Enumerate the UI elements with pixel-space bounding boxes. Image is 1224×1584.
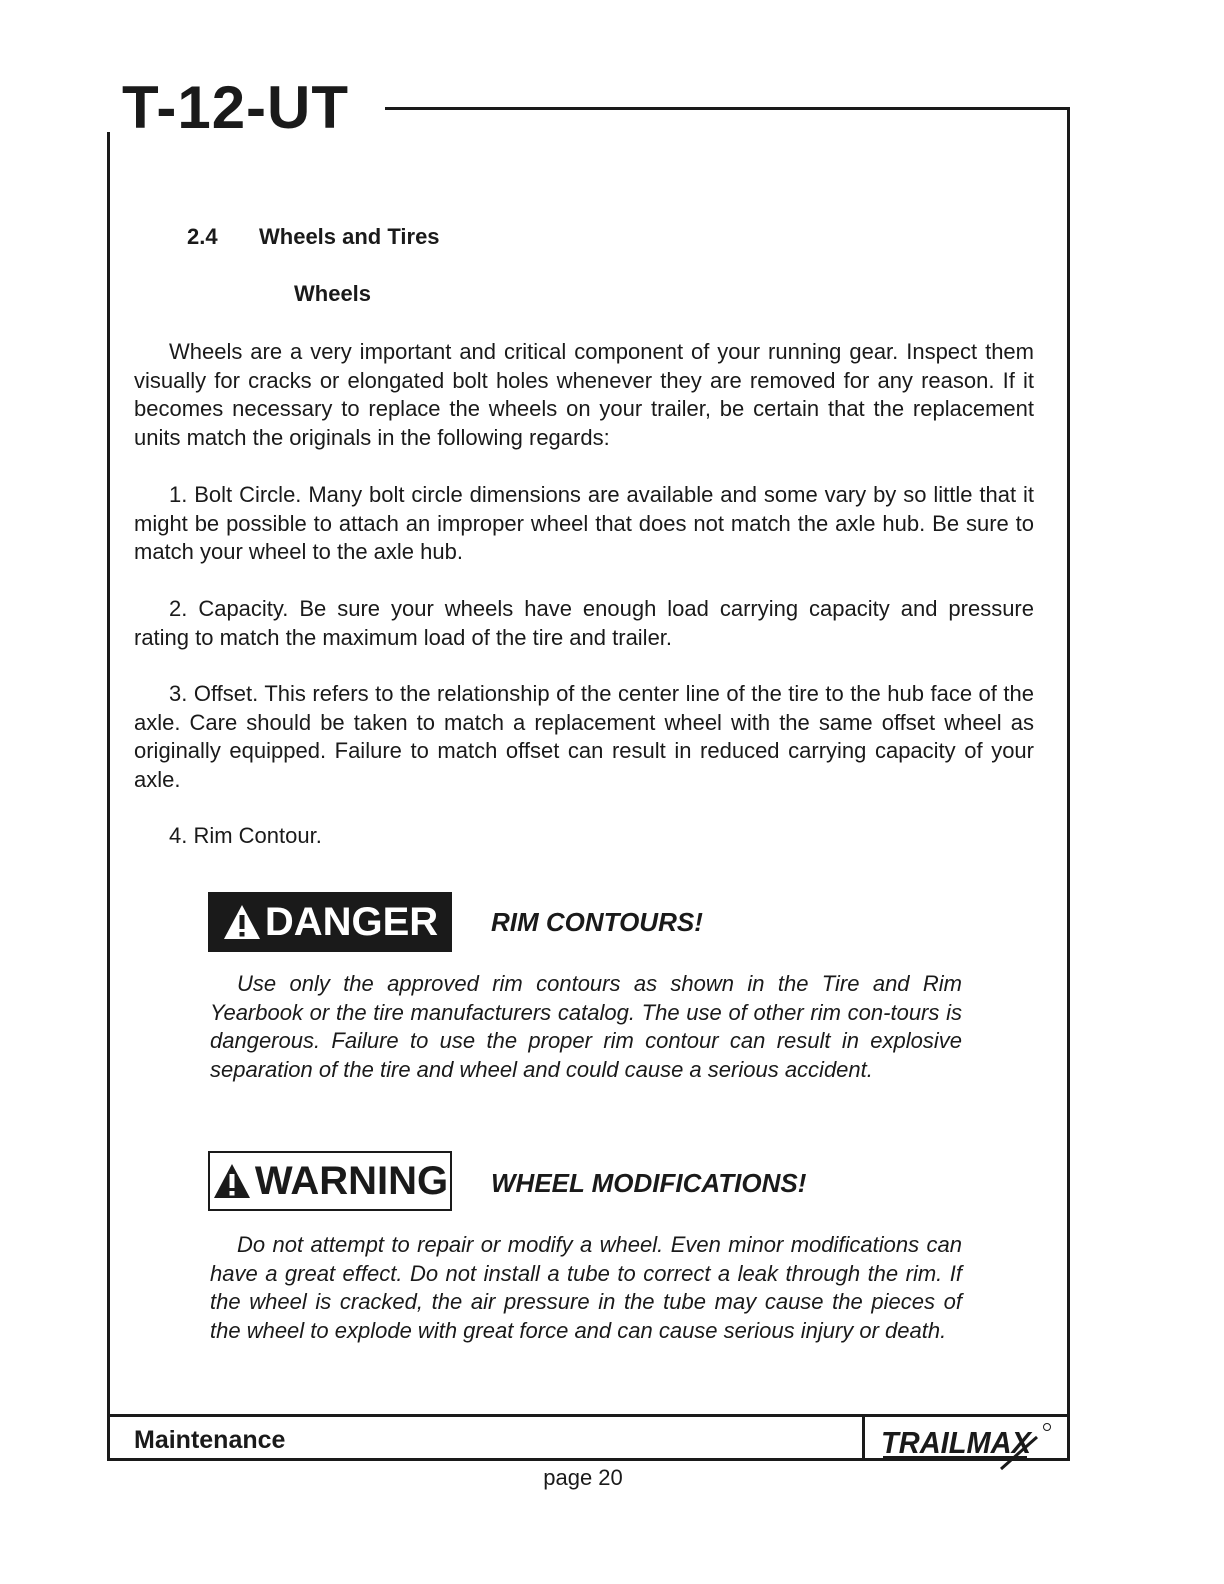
danger-badge [208, 892, 452, 952]
frame-left-rule [107, 132, 110, 1461]
danger-text: Use only the approved rim contours as shown in the Tire and Rim Yearbook or the tire manufacturers catalog. The use of other rim con-tours is dangerous. Failure to use the proper rim contour can result in explosive separation of the tire and wheel and could cause a serious accident. [210, 971, 962, 1082]
footer-top-rule [107, 1414, 1070, 1417]
warning-text: Do not attempt to repair or modify a wheel. Even minor modifications can have a great effect. Do not install a tube to correct a leak through the rim. If the wheel is cracked, the air pressure in the tube may cause the pieces of the wheel to explode with great force and can cause serious injury or death. [210, 1232, 962, 1343]
footer-section-label: Maintenance [134, 1426, 286, 1454]
alert-triangle-icon [212, 1162, 252, 1200]
warning-label: WARNING [254, 1158, 449, 1203]
frame-top-rule [385, 107, 1070, 110]
brand-wordmark: TRAILMAX [881, 1425, 1034, 1460]
bolt-circle-paragraph: 1. Bolt Circle. Many bolt circle dimensions are available and some vary by so little that it might be possible to attach an improper wheel that does not match the axle hub. Be sure to match your wheel to the axle hub. [134, 482, 1034, 565]
alert-triangle-icon [222, 903, 262, 941]
section-title: Wheels and Tires [259, 224, 440, 249]
rim-contour-paragraph: 4. Rim Contour. [169, 823, 322, 848]
warning-title: WHEEL MODIFICATIONS! [491, 1168, 807, 1198]
sub-heading: Wheels [294, 281, 372, 306]
frame-right-rule [1067, 107, 1070, 1461]
page-number: page 20 [543, 1465, 623, 1490]
offset-paragraph: 3. Offset. This refers to the relationship of the center line of the tire to the hub face of the axle. Care should be taken to match a replacement wheel with the same offset wheel as originally equipped. Failure to match offset can result in reduced carrying capacity of your axle. [134, 681, 1034, 792]
capacity-paragraph: 2. Capacity. Be sure your wheels have enough load carrying capacity and pressure rating to match the maximum load of the tire and trailer. [134, 596, 1034, 650]
section-heading [187, 224, 440, 250]
warning-badge [208, 1151, 452, 1211]
section-number: 2.4 [187, 224, 218, 249]
footer-divider [862, 1414, 865, 1461]
trailmax-logo [877, 1419, 1057, 1471]
danger-label: DANGER [264, 899, 439, 944]
intro-paragraph: Wheels are a very important and critical component of your running gear. Inspect them visually for cracks or elongated bolt holes whenever they are removed for any reason. If it becomes necessary to replace the wheels on your trailer, be certain that the replacement units match the originals in the following regards: [134, 339, 1034, 450]
danger-title: RIM CONTOURS! [491, 907, 703, 937]
document-title: T-12-UT [122, 74, 363, 142]
